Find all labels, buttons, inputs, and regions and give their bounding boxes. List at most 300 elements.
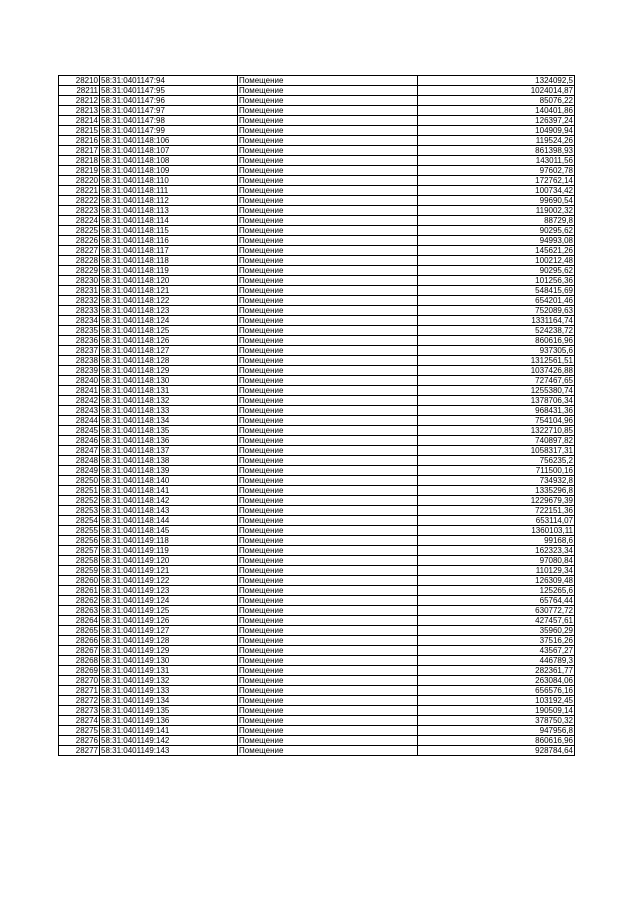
row-number: 28248 bbox=[59, 456, 100, 466]
cadastral-number: 58:31:0401149:134 bbox=[100, 696, 238, 706]
cadastral-number: 58:31:0401147:95 bbox=[100, 86, 238, 96]
row-number: 28225 bbox=[59, 226, 100, 236]
table-row bbox=[59, 246, 575, 256]
cadastral-number: 58:31:0401148:141 bbox=[100, 486, 238, 496]
cadastral-number: 58:31:0401149:120 bbox=[100, 556, 238, 566]
row-number: 28222 bbox=[59, 196, 100, 206]
table-row bbox=[59, 536, 575, 546]
table-row bbox=[59, 276, 575, 286]
cadastral-value: 860616,96 bbox=[418, 336, 575, 346]
object-type: Помещение bbox=[238, 596, 418, 606]
row-number: 28224 bbox=[59, 216, 100, 226]
row-number: 28232 bbox=[59, 296, 100, 306]
object-type: Помещение bbox=[238, 96, 418, 106]
cadastral-value: 104909,94 bbox=[418, 126, 575, 136]
row-number: 28210 bbox=[59, 76, 100, 86]
cadastral-value: 100734,42 bbox=[418, 186, 575, 196]
table-row bbox=[59, 96, 575, 106]
cadastral-number: 58:31:0401149:121 bbox=[100, 566, 238, 576]
cadastral-value: 172762,14 bbox=[418, 176, 575, 186]
cadastral-value: 101256,36 bbox=[418, 276, 575, 286]
cadastral-value: 85076,22 bbox=[418, 96, 575, 106]
object-type: Помещение bbox=[238, 376, 418, 386]
cadastral-value: 740897,82 bbox=[418, 436, 575, 446]
cadastral-number: 58:31:0401149:122 bbox=[100, 576, 238, 586]
row-number: 28246 bbox=[59, 436, 100, 446]
cadastral-value: 861398,93 bbox=[418, 146, 575, 156]
cadastral-value: 937305,6 bbox=[418, 346, 575, 356]
cadastral-number: 58:31:0401147:98 bbox=[100, 116, 238, 126]
table-row bbox=[59, 476, 575, 486]
object-type: Помещение bbox=[238, 536, 418, 546]
table-row bbox=[59, 266, 575, 276]
table-row bbox=[59, 736, 575, 746]
cadastral-value: 162323,34 bbox=[418, 546, 575, 556]
cadastral-number: 58:31:0401149:128 bbox=[100, 636, 238, 646]
cadastral-number: 58:31:0401149:127 bbox=[100, 626, 238, 636]
cadastral-number: 58:31:0401148:119 bbox=[100, 266, 238, 276]
object-type: Помещение bbox=[238, 656, 418, 666]
cadastral-value: 90295,62 bbox=[418, 266, 575, 276]
object-type: Помещение bbox=[238, 576, 418, 586]
cadastral-number: 58:31:0401148:135 bbox=[100, 426, 238, 436]
cadastral-number: 58:31:0401148:125 bbox=[100, 326, 238, 336]
cadastral-value: 99690,54 bbox=[418, 196, 575, 206]
cadastral-number: 58:31:0401149:135 bbox=[100, 706, 238, 716]
table-row bbox=[59, 606, 575, 616]
table-row bbox=[59, 326, 575, 336]
cadastral-number: 58:31:0401149:124 bbox=[100, 596, 238, 606]
row-number: 28242 bbox=[59, 396, 100, 406]
cadastral-value: 1229679,39 bbox=[418, 496, 575, 506]
row-number: 28233 bbox=[59, 306, 100, 316]
table-row bbox=[59, 656, 575, 666]
cadastral-number: 58:31:0401148:123 bbox=[100, 306, 238, 316]
cadastral-value: 653114,07 bbox=[418, 516, 575, 526]
table-row bbox=[59, 306, 575, 316]
object-type: Помещение bbox=[238, 346, 418, 356]
object-type: Помещение bbox=[238, 496, 418, 506]
cadastral-number: 58:31:0401149:136 bbox=[100, 716, 238, 726]
object-type: Помещение bbox=[238, 266, 418, 276]
table-row bbox=[59, 136, 575, 146]
cadastral-value: 94993,08 bbox=[418, 236, 575, 246]
cadastral-value: 1335296,8 bbox=[418, 486, 575, 496]
object-type: Помещение bbox=[238, 406, 418, 416]
object-type: Помещение bbox=[238, 606, 418, 616]
table-row bbox=[59, 486, 575, 496]
cadastral-value: 656576,16 bbox=[418, 686, 575, 696]
cadastral-value: 43567,27 bbox=[418, 646, 575, 656]
table-row bbox=[59, 416, 575, 426]
cadastral-number: 58:31:0401148:136 bbox=[100, 436, 238, 446]
row-number: 28244 bbox=[59, 416, 100, 426]
table-row bbox=[59, 726, 575, 736]
cadastral-number: 58:31:0401149:129 bbox=[100, 646, 238, 656]
cadastral-number: 58:31:0401149:130 bbox=[100, 656, 238, 666]
object-type: Помещение bbox=[238, 396, 418, 406]
object-type: Помещение bbox=[238, 286, 418, 296]
table-row bbox=[59, 226, 575, 236]
cadastral-number: 58:31:0401148:143 bbox=[100, 506, 238, 516]
cadastral-value: 722151,36 bbox=[418, 506, 575, 516]
cadastral-value: 654201,46 bbox=[418, 296, 575, 306]
row-number: 28265 bbox=[59, 626, 100, 636]
row-number: 28213 bbox=[59, 106, 100, 116]
cadastral-number: 58:31:0401148:132 bbox=[100, 396, 238, 406]
object-type: Помещение bbox=[238, 186, 418, 196]
object-type: Помещение bbox=[238, 316, 418, 326]
table-row bbox=[59, 76, 575, 86]
table-row bbox=[59, 106, 575, 116]
object-type: Помещение bbox=[238, 226, 418, 236]
cadastral-number: 58:31:0401148:131 bbox=[100, 386, 238, 396]
cadastral-value: 100212,48 bbox=[418, 256, 575, 266]
table-row bbox=[59, 676, 575, 686]
cadastral-number: 58:31:0401148:116 bbox=[100, 236, 238, 246]
object-type: Помещение bbox=[238, 336, 418, 346]
object-type: Помещение bbox=[238, 256, 418, 266]
row-number: 28231 bbox=[59, 286, 100, 296]
cadastral-value: 1058317,31 bbox=[418, 446, 575, 456]
row-number: 28249 bbox=[59, 466, 100, 476]
cadastral-value: 140401,86 bbox=[418, 106, 575, 116]
cadastral-number: 58:31:0401148:145 bbox=[100, 526, 238, 536]
cadastral-number: 58:31:0401147:97 bbox=[100, 106, 238, 116]
object-type: Помещение bbox=[238, 236, 418, 246]
row-number: 28219 bbox=[59, 166, 100, 176]
row-number: 28235 bbox=[59, 326, 100, 336]
cadastral-number: 58:31:0401148:142 bbox=[100, 496, 238, 506]
table-row bbox=[59, 526, 575, 536]
object-type: Помещение bbox=[238, 726, 418, 736]
object-type: Помещение bbox=[238, 696, 418, 706]
row-number: 28263 bbox=[59, 606, 100, 616]
object-type: Помещение bbox=[238, 456, 418, 466]
row-number: 28243 bbox=[59, 406, 100, 416]
object-type: Помещение bbox=[238, 216, 418, 226]
row-number: 28238 bbox=[59, 356, 100, 366]
table-row bbox=[59, 696, 575, 706]
cadastral-value: 427457,61 bbox=[418, 616, 575, 626]
table-row bbox=[59, 396, 575, 406]
row-number: 28262 bbox=[59, 596, 100, 606]
cadastral-value: 35960,29 bbox=[418, 626, 575, 636]
cadastral-number: 58:31:0401148:106 bbox=[100, 136, 238, 146]
row-number: 28256 bbox=[59, 536, 100, 546]
object-type: Помещение bbox=[238, 626, 418, 636]
table-row bbox=[59, 456, 575, 466]
table-row bbox=[59, 646, 575, 656]
row-number: 28276 bbox=[59, 736, 100, 746]
object-type: Помещение bbox=[238, 546, 418, 556]
row-number: 28273 bbox=[59, 706, 100, 716]
cadastral-number: 58:31:0401148:108 bbox=[100, 156, 238, 166]
table-row bbox=[59, 196, 575, 206]
cadastral-number: 58:31:0401148:138 bbox=[100, 456, 238, 466]
object-type: Помещение bbox=[238, 416, 418, 426]
row-number: 28252 bbox=[59, 496, 100, 506]
cadastral-number: 58:31:0401148:130 bbox=[100, 376, 238, 386]
row-number: 28234 bbox=[59, 316, 100, 326]
row-number: 28264 bbox=[59, 616, 100, 626]
object-type: Помещение bbox=[238, 556, 418, 566]
object-type: Помещение bbox=[238, 116, 418, 126]
table-row bbox=[59, 706, 575, 716]
cadastral-value: 446789,3 bbox=[418, 656, 575, 666]
cadastral-number: 58:31:0401149:141 bbox=[100, 726, 238, 736]
table-row bbox=[59, 86, 575, 96]
table-row bbox=[59, 436, 575, 446]
table-row bbox=[59, 746, 575, 756]
cadastral-number: 58:31:0401148:111 bbox=[100, 186, 238, 196]
object-type: Помещение bbox=[238, 166, 418, 176]
cadastral-value: 1378706,34 bbox=[418, 396, 575, 406]
row-number: 28272 bbox=[59, 696, 100, 706]
row-number: 28269 bbox=[59, 666, 100, 676]
cadastral-value: 190509,14 bbox=[418, 706, 575, 716]
table-row bbox=[59, 346, 575, 356]
row-number: 28259 bbox=[59, 566, 100, 576]
row-number: 28214 bbox=[59, 116, 100, 126]
cadastral-value: 1024014,87 bbox=[418, 86, 575, 96]
object-type: Помещение bbox=[238, 586, 418, 596]
cadastral-value: 65764,44 bbox=[418, 596, 575, 606]
object-type: Помещение bbox=[238, 646, 418, 656]
table-row bbox=[59, 556, 575, 566]
cadastral-number: 58:31:0401148:127 bbox=[100, 346, 238, 356]
object-type: Помещение bbox=[238, 516, 418, 526]
object-type: Помещение bbox=[238, 526, 418, 536]
cadastral-number: 58:31:0401148:129 bbox=[100, 366, 238, 376]
row-number: 28257 bbox=[59, 546, 100, 556]
object-type: Помещение bbox=[238, 326, 418, 336]
row-number: 28216 bbox=[59, 136, 100, 146]
object-type: Помещение bbox=[238, 506, 418, 516]
cadastral-number: 58:31:0401149:132 bbox=[100, 676, 238, 686]
row-number: 28221 bbox=[59, 186, 100, 196]
object-type: Помещение bbox=[238, 196, 418, 206]
cadastral-value: 282361,77 bbox=[418, 666, 575, 676]
cadastral-value: 968431,36 bbox=[418, 406, 575, 416]
row-number: 28217 bbox=[59, 146, 100, 156]
table-row bbox=[59, 446, 575, 456]
row-number: 28261 bbox=[59, 586, 100, 596]
cadastral-value: 860616,96 bbox=[418, 736, 575, 746]
row-number: 28247 bbox=[59, 446, 100, 456]
row-number: 28240 bbox=[59, 376, 100, 386]
row-number: 28274 bbox=[59, 716, 100, 726]
table-row bbox=[59, 506, 575, 516]
table-row bbox=[59, 156, 575, 166]
cadastral-value: 145621,26 bbox=[418, 246, 575, 256]
cadastral-value: 143011,56 bbox=[418, 156, 575, 166]
cadastral-value: 263084,06 bbox=[418, 676, 575, 686]
object-type: Помещение bbox=[238, 666, 418, 676]
row-number: 28229 bbox=[59, 266, 100, 276]
cadastral-number: 58:31:0401148:107 bbox=[100, 146, 238, 156]
row-number: 28250 bbox=[59, 476, 100, 486]
object-type: Помещение bbox=[238, 676, 418, 686]
table-row bbox=[59, 366, 575, 376]
table-row bbox=[59, 666, 575, 676]
table-row bbox=[59, 586, 575, 596]
cadastral-value: 1255380,74 bbox=[418, 386, 575, 396]
cadastral-number: 58:31:0401149:143 bbox=[100, 746, 238, 756]
cadastral-number: 58:31:0401149:142 bbox=[100, 736, 238, 746]
table-row bbox=[59, 566, 575, 576]
row-number: 28239 bbox=[59, 366, 100, 376]
table-row bbox=[59, 316, 575, 326]
cadastral-value: 99168,6 bbox=[418, 536, 575, 546]
table-row bbox=[59, 406, 575, 416]
cadastral-value: 1360103,11 bbox=[418, 526, 575, 536]
cadastral-value: 711500,16 bbox=[418, 466, 575, 476]
object-type: Помещение bbox=[238, 276, 418, 286]
object-type: Помещение bbox=[238, 76, 418, 86]
row-number: 28227 bbox=[59, 246, 100, 256]
cadastral-value: 630772,72 bbox=[418, 606, 575, 616]
cadastral-number: 58:31:0401149:133 bbox=[100, 686, 238, 696]
table-row bbox=[59, 596, 575, 606]
cadastral-value: 119524,26 bbox=[418, 136, 575, 146]
table-row bbox=[59, 186, 575, 196]
cadastral-number: 58:31:0401148:133 bbox=[100, 406, 238, 416]
object-type: Помещение bbox=[238, 446, 418, 456]
table-row bbox=[59, 236, 575, 246]
cadastral-number: 58:31:0401148:115 bbox=[100, 226, 238, 236]
row-number: 28277 bbox=[59, 746, 100, 756]
object-type: Помещение bbox=[238, 386, 418, 396]
cadastral-number: 58:31:0401148:134 bbox=[100, 416, 238, 426]
cadastral-number: 58:31:0401147:96 bbox=[100, 96, 238, 106]
row-number: 28228 bbox=[59, 256, 100, 266]
cadastral-value: 126309,48 bbox=[418, 576, 575, 586]
table-row bbox=[59, 176, 575, 186]
cadastral-value: 110129,34 bbox=[418, 566, 575, 576]
row-number: 28251 bbox=[59, 486, 100, 496]
table-row bbox=[59, 336, 575, 346]
table-row bbox=[59, 166, 575, 176]
cadastral-number: 58:31:0401149:131 bbox=[100, 666, 238, 676]
table-row bbox=[59, 496, 575, 506]
table-row bbox=[59, 616, 575, 626]
cadastral-number: 58:31:0401148:109 bbox=[100, 166, 238, 176]
row-number: 28254 bbox=[59, 516, 100, 526]
cadastral-number: 58:31:0401148:140 bbox=[100, 476, 238, 486]
cadastral-number: 58:31:0401148:139 bbox=[100, 466, 238, 476]
table-row bbox=[59, 576, 575, 586]
object-type: Помещение bbox=[238, 206, 418, 216]
table-row bbox=[59, 546, 575, 556]
cadastral-value: 97602,78 bbox=[418, 166, 575, 176]
table-row bbox=[59, 286, 575, 296]
table-row bbox=[59, 116, 575, 126]
cadastral-number: 58:31:0401148:126 bbox=[100, 336, 238, 346]
row-number: 28236 bbox=[59, 336, 100, 346]
row-number: 28226 bbox=[59, 236, 100, 246]
object-type: Помещение bbox=[238, 306, 418, 316]
cadastral-value: 754104,96 bbox=[418, 416, 575, 426]
cadastral-value: 88729,8 bbox=[418, 216, 575, 226]
cadastral-value: 119002,32 bbox=[418, 206, 575, 216]
cadastral-value: 90295,62 bbox=[418, 226, 575, 236]
row-number: 28268 bbox=[59, 656, 100, 666]
row-number: 28230 bbox=[59, 276, 100, 286]
row-number: 28241 bbox=[59, 386, 100, 396]
row-number: 28253 bbox=[59, 506, 100, 516]
object-type: Помещение bbox=[238, 636, 418, 646]
cadastral-value: 1037426,88 bbox=[418, 366, 575, 376]
object-type: Помещение bbox=[238, 566, 418, 576]
cadastral-number: 58:31:0401149:125 bbox=[100, 606, 238, 616]
object-type: Помещение bbox=[238, 616, 418, 626]
cadastral-value: 756235,2 bbox=[418, 456, 575, 466]
row-number: 28218 bbox=[59, 156, 100, 166]
table-row bbox=[59, 256, 575, 266]
table-row bbox=[59, 216, 575, 226]
cadastral-value: 103192,45 bbox=[418, 696, 575, 706]
cadastral-number: 58:31:0401148:114 bbox=[100, 216, 238, 226]
object-type: Помещение bbox=[238, 486, 418, 496]
table-row bbox=[59, 636, 575, 646]
object-type: Помещение bbox=[238, 246, 418, 256]
row-number: 28266 bbox=[59, 636, 100, 646]
table-row bbox=[59, 466, 575, 476]
row-number: 28245 bbox=[59, 426, 100, 436]
table-row bbox=[59, 626, 575, 636]
cadastral-value: 734932,8 bbox=[418, 476, 575, 486]
object-type: Помещение bbox=[238, 106, 418, 116]
row-number: 28237 bbox=[59, 346, 100, 356]
row-number: 28220 bbox=[59, 176, 100, 186]
row-number: 28271 bbox=[59, 686, 100, 696]
cadastral-number: 58:31:0401148:113 bbox=[100, 206, 238, 216]
table-row bbox=[59, 376, 575, 386]
table-row bbox=[59, 126, 575, 136]
object-type: Помещение bbox=[238, 706, 418, 716]
object-type: Помещение bbox=[238, 126, 418, 136]
cadastral-number: 58:31:0401149:119 bbox=[100, 546, 238, 556]
row-number: 28255 bbox=[59, 526, 100, 536]
cadastral-number: 58:31:0401149:118 bbox=[100, 536, 238, 546]
table-row bbox=[59, 686, 575, 696]
row-number: 28211 bbox=[59, 86, 100, 96]
cadastral-value: 37516,26 bbox=[418, 636, 575, 646]
object-type: Помещение bbox=[238, 86, 418, 96]
row-number: 28270 bbox=[59, 676, 100, 686]
table-row bbox=[59, 146, 575, 156]
object-type: Помещение bbox=[238, 356, 418, 366]
cadastral-number: 58:31:0401149:123 bbox=[100, 586, 238, 596]
object-type: Помещение bbox=[238, 366, 418, 376]
cadastral-value: 1331164,74 bbox=[418, 316, 575, 326]
cadastral-number: 58:31:0401147:99 bbox=[100, 126, 238, 136]
cadastral-value: 727467,65 bbox=[418, 376, 575, 386]
cadastral-value: 125265,6 bbox=[418, 586, 575, 596]
cadastral-number: 58:31:0401148:117 bbox=[100, 246, 238, 256]
table-row bbox=[59, 356, 575, 366]
object-type: Помещение bbox=[238, 746, 418, 756]
object-type: Помещение bbox=[238, 436, 418, 446]
table-row bbox=[59, 386, 575, 396]
object-type: Помещение bbox=[238, 736, 418, 746]
cadastral-value: 947956,8 bbox=[418, 726, 575, 736]
table-row bbox=[59, 296, 575, 306]
cadastral-value: 524238,72 bbox=[418, 326, 575, 336]
cadastral-value-table bbox=[58, 75, 575, 756]
table-row bbox=[59, 716, 575, 726]
